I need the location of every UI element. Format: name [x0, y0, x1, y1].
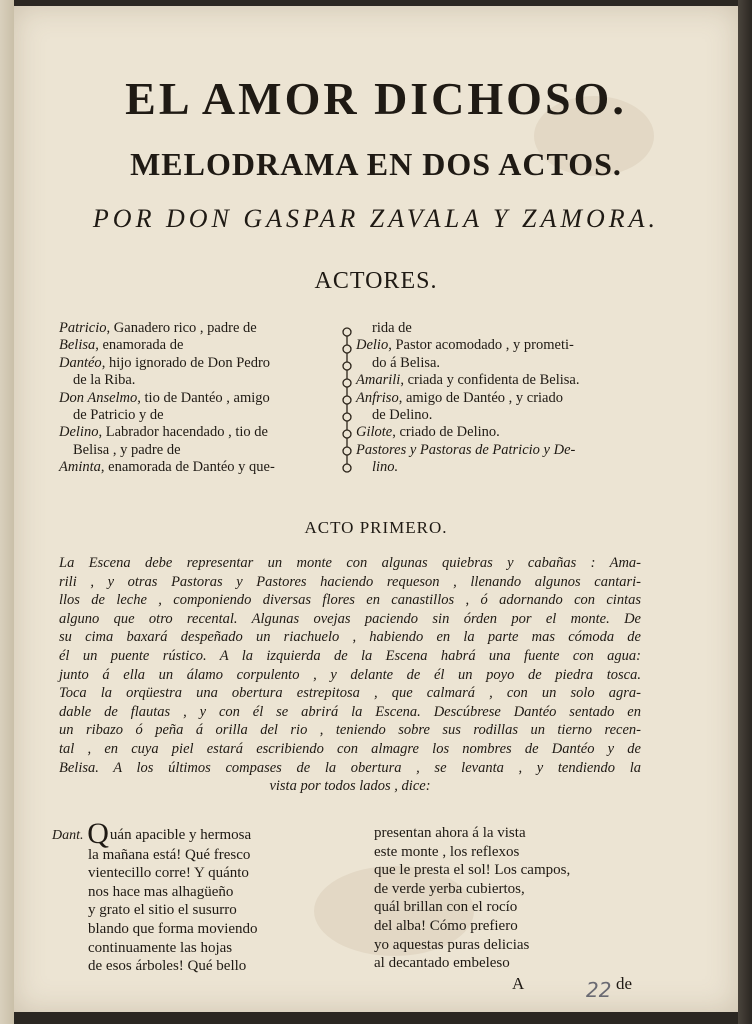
cast-entry: lino. [372, 459, 399, 476]
cast-entry: Anfriso, amigo de Dantéo , y criado [356, 389, 563, 406]
cast-entry: Pastores y Pastoras de Patricio y De- [356, 441, 576, 458]
verse-line: de esos árboles! Qué bello [88, 958, 247, 975]
stage-line: Belisa. A los últimos compases de la obertura , se levanta , y tendiendo la [59, 759, 641, 776]
cast-entry: rida de [372, 320, 412, 336]
verse-line: la mañana está! Qué fresco [88, 846, 251, 863]
cast-entry: Don Anselmo, tio de Dantéo , amigo [59, 389, 270, 406]
cast-entry: de Delino. [372, 407, 433, 424]
cast-entry: Delio, Pastor acomodado , y prometi- [356, 337, 574, 354]
speaker-label: Dant. [52, 828, 84, 843]
verse-line: blando que forma moviendo [88, 920, 258, 937]
cast-heading: ACTORES. [314, 268, 438, 294]
stage-line: junto á ella un álamo corpulento , y delante de él un poyo de piedra tosca. [59, 666, 641, 683]
stage-directions [59, 554, 641, 796]
cast-entry: Aminta, enamorada de Dantéo y que- [59, 459, 275, 476]
stage-line: vista por todos lados , dice: [269, 778, 431, 795]
scan-background-edge [738, 0, 752, 1024]
cast-entry: Gilote, criado de Delino. [356, 424, 500, 441]
stage-line: él un puente rústico. A la izquierda de la Escena habrá una fuente con agua: [59, 647, 641, 664]
verse-line: continuamente las hojas [88, 939, 233, 956]
stage-line: Toca la orqüestra una obertura estrepitosa , que calmará , con un solo agra- [59, 685, 641, 702]
verse-line: yo aquestas puras delicias [374, 936, 530, 953]
verse-line: este monte , los reflexos [374, 843, 520, 860]
author-line: POR DON GASPAR ZAVALA Y ZAMORA. [92, 204, 660, 233]
verse-line: del alba! Cómo prefiero [374, 917, 518, 934]
cast-list-left [59, 320, 344, 477]
cast-entry: do á Belisa. [372, 354, 441, 371]
cast-entry: de la Riba. [73, 372, 136, 389]
verse-line: de verde yerba cubiertos, [374, 880, 525, 897]
cast-entry: Belisa , y padre de [73, 441, 181, 458]
verse-column-left [52, 817, 352, 976]
stage-line: llos de leche , componiendo diversas flores en canastillos , ó adornando con cintas [59, 592, 641, 609]
stage-line: La Escena debe representar un monte con algunas quiebras y cabañas : Ama- [59, 555, 641, 571]
verse-line: presentan ahora á la vista [374, 825, 526, 841]
pencil-page-number: 22 [586, 978, 612, 1002]
verse-line: nos hace mas alhagüeño [88, 883, 234, 900]
cast-list-right [356, 320, 646, 477]
cast-entry: de Patricio y de [73, 407, 164, 424]
verse-line: que le presta el sol! Los campos, [374, 862, 571, 879]
catchword: de [616, 974, 633, 993]
verse-line: vientecillo corre! Y quánto [88, 865, 249, 882]
verse-line: y grato el sitio el susurro [88, 902, 237, 919]
verse-line: Dant. Quán apacible y hermosa [52, 817, 252, 850]
stage-line: un ribazo ó peña á orilla del rio , teniendo sobre sus rodillas un tierno recen- [59, 722, 641, 739]
cast-entry: Delino, Labrador hacendado , tio de [59, 424, 268, 441]
stage-line: rili , y otras Pastoras y Pastores haciendo requeson , llenando algunos cantari- [59, 573, 641, 590]
stage-line: dable de flautas , y con él se abrirá la Escena. Descúbrese Dantéo sentado en [59, 703, 641, 720]
stage-line: tal , en cuya piel estará escribiendo con almagre los nombres de Dantéo y de [59, 740, 641, 757]
drop-cap: Q [87, 817, 109, 850]
stage-line: su cima baxará despeñado un riachuelo , habiendo en la parte mas cómoda de [59, 629, 641, 646]
cast-entry: Amarili, criada y confidenta de Belisa. [356, 372, 580, 389]
cast-entry: Dantéo, hijo ignorado de Don Pedro [59, 354, 271, 371]
stage-line: alguno que otro recental. Algunas ovejas paciendo sin órden por el monte. De [59, 610, 641, 627]
cast-entry: Patricio, Ganadero rico , padre de [59, 320, 257, 336]
cast-entry: Belisa, enamorada de [59, 337, 184, 354]
binding-edge [0, 0, 14, 1024]
book-page [14, 6, 738, 1012]
verse-line: al decantado embeleso [374, 955, 510, 972]
page-title: EL AMOR DICHOSO. [125, 73, 627, 124]
act-heading: ACTO PRIMERO. [304, 518, 448, 537]
page-subtitle: MELODRAMA EN DOS ACTOS. [130, 146, 622, 182]
brace-ornament-icon [340, 322, 354, 492]
verse-line: quál brillan con el rocío [374, 899, 518, 916]
verse-column-right [374, 824, 674, 973]
signature-mark: A [512, 974, 525, 993]
